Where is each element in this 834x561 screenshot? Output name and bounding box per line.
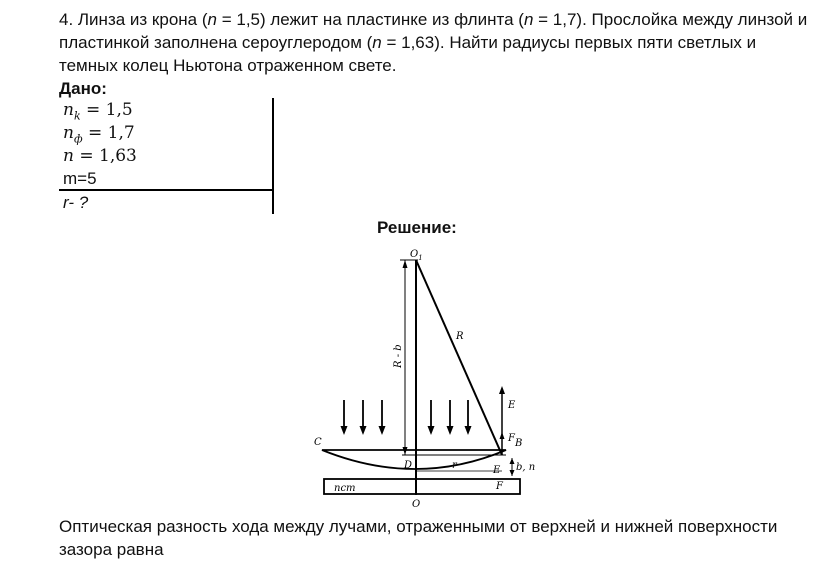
given-row-n: [63, 146, 137, 168]
given-row-nk: [63, 100, 133, 122]
f-vector-arrowhead: [500, 432, 505, 439]
lens: [322, 450, 506, 469]
e-vector-arrowhead: [499, 386, 505, 394]
given-symbol: n: [63, 100, 74, 120]
label-b-n: b, n: [516, 462, 536, 473]
problem-text-3: = 1,7). Прослойка между линзой и пластинкой заполнена сероуглеродом (: [59, 10, 808, 52]
given-value: = 1,5: [86, 100, 133, 120]
dimension-arrow-up: [403, 260, 408, 268]
label-o: O: [412, 499, 421, 508]
solution-text: Оптическая разность хода между лучами, отраженными от верхней и нижней поверхности зазора равна: [59, 517, 778, 559]
given-row-m: m=5: [63, 169, 97, 188]
given-subscript: ф: [73, 132, 83, 146]
incident-arrowheads-left: [341, 426, 386, 435]
incident-arrows-right: [431, 400, 468, 428]
n-symbol-1: n: [207, 10, 217, 29]
newton-rings-figure: [300, 240, 560, 508]
given-title: Дано:: [59, 79, 107, 98]
incident-arrows-left: [344, 400, 382, 428]
given-symbol: n: [63, 146, 74, 166]
given-horizontal-divider: [59, 189, 274, 191]
problem-text-1: 4. Линза из крона (: [59, 10, 208, 29]
label-b: B: [515, 438, 523, 449]
find-row: r- ?: [63, 193, 89, 212]
label-r-radius: R: [456, 331, 464, 342]
n-symbol-3: n: [372, 33, 382, 52]
label-e: E: [493, 465, 501, 476]
problem-text-2: = 1,5) лежит на пластинке из флинта (: [216, 10, 524, 29]
radius-line: [416, 260, 502, 455]
label-e-top: E: [508, 400, 516, 411]
dimension-arrow-down: [403, 447, 408, 455]
label-f-bottom: F: [496, 481, 503, 492]
n-symbol-2: n: [523, 10, 534, 29]
problem-text-4: = 1,63). Найти радиусы первых пяти светлых и темных колец Ньютона отраженном свете.: [59, 33, 757, 75]
solution-title: Решение:: [377, 218, 457, 237]
label-c: C: [314, 437, 322, 448]
given-value: = 1,7: [87, 123, 135, 143]
given-subscript: k: [73, 109, 81, 123]
gap-arrow-down: [510, 470, 515, 476]
given-symbol: n: [63, 123, 74, 143]
given-block: [59, 98, 274, 214]
gap-arrow-up: [510, 458, 515, 464]
label-r-minus-b: R - b: [393, 344, 404, 368]
incident-arrowheads-right: [428, 426, 472, 435]
label-n-st: nст: [334, 483, 356, 494]
given-vertical-divider: [272, 98, 274, 214]
label-f: F: [508, 433, 515, 444]
given-value: = 1,63: [79, 146, 137, 166]
problem-statement: [59, 8, 819, 77]
given-row-nf: [63, 123, 135, 145]
label-r-small: r: [452, 460, 457, 471]
label-o1: $O_1$: [410, 249, 423, 262]
label-d: D: [404, 460, 413, 471]
